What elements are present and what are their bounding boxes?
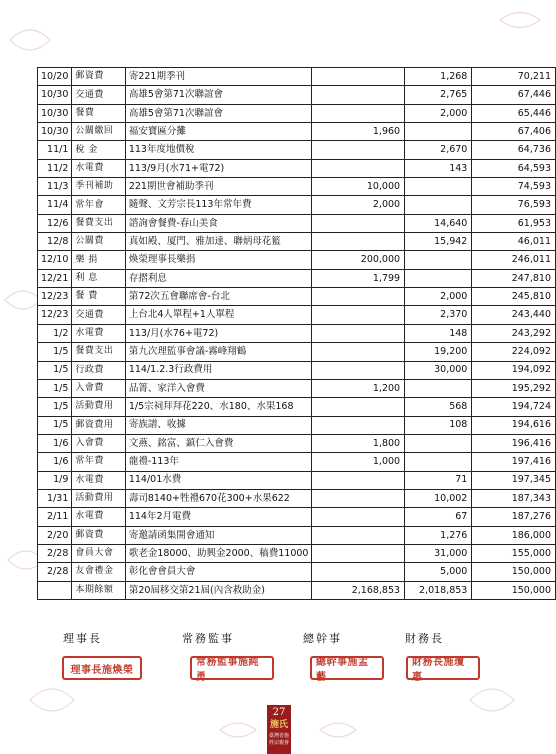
entry-expense: 1,268 <box>405 68 472 86</box>
entry-income <box>312 526 405 544</box>
entry-date: 10/20 <box>38 68 72 86</box>
entry-balance: 246,011 <box>472 251 556 269</box>
entry-description: 歌老金18000、助興金2000、稿費11000 <box>125 544 312 562</box>
entry-date: 2/20 <box>38 526 72 544</box>
entry-expense: 31,000 <box>405 544 472 562</box>
entry-balance: 150,000 <box>472 563 556 581</box>
chairman-seal-stamp: 理事長施煥榮 <box>62 656 142 680</box>
entry-income <box>312 544 405 562</box>
entry-expense: 2,765 <box>405 86 472 104</box>
entry-category: 公關費 <box>72 233 125 251</box>
page-number: 27 <box>272 707 286 718</box>
entry-description: 諮詢會餐費-春山美食 <box>125 214 312 232</box>
page-badge <box>267 705 291 754</box>
table-row <box>38 104 556 122</box>
entry-expense: 2,370 <box>405 306 472 324</box>
entry-date: 1/31 <box>38 489 72 507</box>
entry-date: 1/6 <box>38 434 72 452</box>
entry-expense: 2,000 <box>405 288 472 306</box>
entry-date: 11/3 <box>38 178 72 196</box>
entry-balance: 76,593 <box>472 196 556 214</box>
entry-expense: 15,942 <box>405 233 472 251</box>
entry-expense <box>405 178 472 196</box>
entry-income: 1,960 <box>312 123 405 141</box>
entry-description: 第九次理監事會議-霧峰翔鶴 <box>125 343 312 361</box>
entry-date: 12/6 <box>38 214 72 232</box>
entry-balance: 150,000 <box>472 581 556 599</box>
signer-title-chairman: 理事長 <box>63 632 102 645</box>
entry-description: 113年度地價稅 <box>125 141 312 159</box>
entry-balance: 64,736 <box>472 141 556 159</box>
entry-description: 壽司8140+牲禮670花300+水果622 <box>125 489 312 507</box>
table-row <box>38 288 556 306</box>
entry-description: 上台北4人單程+1人單程 <box>125 306 312 324</box>
entry-description: 114年2月電費 <box>125 508 312 526</box>
entry-date: 10/30 <box>38 104 72 122</box>
entry-income <box>312 398 405 416</box>
table-row <box>38 306 556 324</box>
entry-date <box>38 581 72 599</box>
entry-income: 1,000 <box>312 453 405 471</box>
table-row <box>38 123 556 141</box>
entry-category: 活動費用 <box>72 398 125 416</box>
entry-balance: 186,000 <box>472 526 556 544</box>
entry-description: 寄邀請函集開會通知 <box>125 526 312 544</box>
ledger-body <box>38 68 556 600</box>
signature-section <box>0 630 556 690</box>
entry-description: 221期世會補助季刊 <box>125 178 312 196</box>
entry-expense: 568 <box>405 398 472 416</box>
table-row <box>38 544 556 562</box>
entry-expense <box>405 196 472 214</box>
entry-income <box>312 489 405 507</box>
table-row <box>38 453 556 471</box>
table-row <box>38 324 556 342</box>
entry-date: 2/28 <box>38 544 72 562</box>
entry-expense: 10,002 <box>405 489 472 507</box>
entry-date: 1/5 <box>38 361 72 379</box>
entry-income: 1,799 <box>312 269 405 287</box>
entry-category: 行政費 <box>72 361 125 379</box>
treasurer-seal-stamp: 財務長施瓊惠 <box>406 656 480 680</box>
table-row <box>38 581 556 599</box>
entry-category: 常年會 <box>72 196 125 214</box>
entry-expense <box>405 379 472 397</box>
entry-category: 入會費 <box>72 434 125 452</box>
entry-expense <box>405 269 472 287</box>
entry-description: 隨聲、文芳宗長113年常年費 <box>125 196 312 214</box>
entry-balance: 64,593 <box>472 159 556 177</box>
signer-title-treasurer: 財務長 <box>405 632 444 645</box>
entry-balance: 61,953 <box>472 214 556 232</box>
entry-expense: 71 <box>405 471 472 489</box>
entry-description: 高雄5會第71次聯誼會 <box>125 86 312 104</box>
entry-income: 1,200 <box>312 379 405 397</box>
entry-date: 1/2 <box>38 324 72 342</box>
entry-income <box>312 68 405 86</box>
table-row <box>38 526 556 544</box>
entry-expense: 30,000 <box>405 361 472 379</box>
table-row <box>38 489 556 507</box>
table-row <box>38 398 556 416</box>
brand-subtitle: 臺灣省施姓宗親會 <box>268 733 289 746</box>
entry-balance: 243,292 <box>472 324 556 342</box>
entry-category: 交通費 <box>72 306 125 324</box>
entry-category: 郵資費 <box>72 68 125 86</box>
entry-date: 11/1 <box>38 141 72 159</box>
entry-category: 入會費 <box>72 379 125 397</box>
entry-category: 常年費 <box>72 453 125 471</box>
entry-balance: 224,092 <box>472 343 556 361</box>
entry-balance: 67,406 <box>472 123 556 141</box>
table-row <box>38 379 556 397</box>
table-row <box>38 159 556 177</box>
entry-expense: 2,000 <box>405 104 472 122</box>
entry-income <box>312 104 405 122</box>
entry-description: 114/1.2.3行政費用 <box>125 361 312 379</box>
entry-date: 12/23 <box>38 288 72 306</box>
entry-description: 福安寶匾分攤 <box>125 123 312 141</box>
entry-balance: 187,276 <box>472 508 556 526</box>
entry-balance: 194,616 <box>472 416 556 434</box>
entry-category: 餐費 <box>72 104 125 122</box>
entry-expense: 1,276 <box>405 526 472 544</box>
entry-date: 1/5 <box>38 398 72 416</box>
entry-balance: 74,593 <box>472 178 556 196</box>
entry-expense <box>405 123 472 141</box>
entry-category: 稅 金 <box>72 141 125 159</box>
entry-balance: 247,810 <box>472 269 556 287</box>
entry-date: 1/5 <box>38 379 72 397</box>
entry-category: 水電費 <box>72 471 125 489</box>
entry-category: 餐費支出 <box>72 214 125 232</box>
entry-description: 真如殿、厦門、雅加達、聯炳母花籃 <box>125 233 312 251</box>
entry-description: 文燕、銘富、鎮仁入會費 <box>125 434 312 452</box>
entry-date: 12/8 <box>38 233 72 251</box>
entry-expense: 14,640 <box>405 214 472 232</box>
entry-date: 12/23 <box>38 306 72 324</box>
entry-date: 12/10 <box>38 251 72 269</box>
entry-balance: 197,345 <box>472 471 556 489</box>
entry-expense: 2,018,853 <box>405 581 472 599</box>
entry-date: 1/6 <box>38 453 72 471</box>
table-row <box>38 233 556 251</box>
entry-expense: 143 <box>405 159 472 177</box>
entry-description: 114/01水費 <box>125 471 312 489</box>
entry-category: 季刊補助 <box>72 178 125 196</box>
entry-income <box>312 563 405 581</box>
entry-expense: 148 <box>405 324 472 342</box>
entry-date: 1/5 <box>38 416 72 434</box>
entry-description: 高雄5會第71次聯誼會 <box>125 104 312 122</box>
entry-expense: 5,000 <box>405 563 472 581</box>
entry-income <box>312 306 405 324</box>
entry-category: 友會禮金 <box>72 563 125 581</box>
entry-expense <box>405 251 472 269</box>
entry-category: 郵資費用 <box>72 416 125 434</box>
entry-date: 1/9 <box>38 471 72 489</box>
entry-balance: 187,343 <box>472 489 556 507</box>
table-row <box>38 343 556 361</box>
entry-description: 彰化會會員大會 <box>125 563 312 581</box>
table-row <box>38 214 556 232</box>
supervisor-seal-stamp: 常務監事施純勇 <box>190 656 274 680</box>
entry-income <box>312 288 405 306</box>
entry-expense: 2,670 <box>405 141 472 159</box>
entry-category: 交通費 <box>72 86 125 104</box>
entry-description: 品箐、家洋入會費 <box>125 379 312 397</box>
entry-category: 郵資費 <box>72 526 125 544</box>
table-row <box>38 269 556 287</box>
entry-category: 水電費 <box>72 324 125 342</box>
entry-description: 煥榮理事長樂捐 <box>125 251 312 269</box>
entry-income: 200,000 <box>312 251 405 269</box>
table-row <box>38 141 556 159</box>
entry-balance: 194,092 <box>472 361 556 379</box>
entry-date: 10/30 <box>38 86 72 104</box>
entry-category: 公關繳回 <box>72 123 125 141</box>
signer-title-supervisor: 常務監事 <box>182 632 234 645</box>
entry-description: 第72次五會聯席會-台北 <box>125 288 312 306</box>
entry-category: 餐 費 <box>72 288 125 306</box>
entry-income <box>312 416 405 434</box>
entry-balance: 67,446 <box>472 86 556 104</box>
entry-income: 2,168,853 <box>312 581 405 599</box>
entry-category: 利 息 <box>72 269 125 287</box>
entry-income <box>312 233 405 251</box>
table-row <box>38 251 556 269</box>
entry-balance: 245,810 <box>472 288 556 306</box>
table-row <box>38 86 556 104</box>
signer-title-secretary: 總幹事 <box>303 632 342 645</box>
entry-description: 龍禮-113年 <box>125 453 312 471</box>
table-row <box>38 416 556 434</box>
entry-income <box>312 141 405 159</box>
entry-balance: 195,292 <box>472 379 556 397</box>
entry-category: 水電費 <box>72 508 125 526</box>
table-row <box>38 196 556 214</box>
ledger-table <box>37 67 556 600</box>
entry-expense <box>405 434 472 452</box>
entry-balance: 196,416 <box>472 434 556 452</box>
entry-date: 12/21 <box>38 269 72 287</box>
entry-description: 第20屆移交第21屆(內含救助金) <box>125 581 312 599</box>
table-row <box>38 563 556 581</box>
entry-category: 活動費用 <box>72 489 125 507</box>
entry-date: 2/11 <box>38 508 72 526</box>
entry-income <box>312 324 405 342</box>
entry-description: 113/月(水76+電72) <box>125 324 312 342</box>
entry-date: 11/4 <box>38 196 72 214</box>
entry-date: 2/28 <box>38 563 72 581</box>
entry-category: 會員大會 <box>72 544 125 562</box>
entry-income: 10,000 <box>312 178 405 196</box>
table-row <box>38 361 556 379</box>
entry-income <box>312 86 405 104</box>
entry-balance: 46,011 <box>472 233 556 251</box>
entry-income <box>312 508 405 526</box>
entry-income: 1,800 <box>312 434 405 452</box>
entry-balance: 155,000 <box>472 544 556 562</box>
entry-description: 113/9月(水71+電72) <box>125 159 312 177</box>
table-row <box>38 68 556 86</box>
table-row <box>38 471 556 489</box>
entry-income <box>312 343 405 361</box>
table-row <box>38 508 556 526</box>
table-row <box>38 178 556 196</box>
table-row <box>38 434 556 452</box>
entry-income: 2,000 <box>312 196 405 214</box>
entry-balance: 194,724 <box>472 398 556 416</box>
entry-balance: 65,446 <box>472 104 556 122</box>
entry-expense: 108 <box>405 416 472 434</box>
entry-balance: 197,416 <box>472 453 556 471</box>
entry-expense <box>405 453 472 471</box>
entry-income <box>312 361 405 379</box>
entry-category: 本期餘額 <box>72 581 125 599</box>
entry-date: 10/30 <box>38 123 72 141</box>
entry-date: 11/2 <box>38 159 72 177</box>
entry-category: 樂 捐 <box>72 251 125 269</box>
entry-income <box>312 159 405 177</box>
entry-balance: 243,440 <box>472 306 556 324</box>
entry-income <box>312 214 405 232</box>
entry-expense: 67 <box>405 508 472 526</box>
entry-expense: 19,200 <box>405 343 472 361</box>
entry-description: 存摺利息 <box>125 269 312 287</box>
entry-description: 1/5宗祠拜拜花220、水180、水果168 <box>125 398 312 416</box>
entry-category: 水電費 <box>72 159 125 177</box>
entry-description: 寄族譜、收據 <box>125 416 312 434</box>
entry-date: 1/5 <box>38 343 72 361</box>
brand-name: 施氏 <box>269 720 288 730</box>
entry-income <box>312 471 405 489</box>
entry-balance: 70,211 <box>472 68 556 86</box>
secretary-seal-stamp: 總幹事施孟藝 <box>310 656 384 680</box>
entry-description: 寄221期季刊 <box>125 68 312 86</box>
entry-category: 餐費支出 <box>72 343 125 361</box>
